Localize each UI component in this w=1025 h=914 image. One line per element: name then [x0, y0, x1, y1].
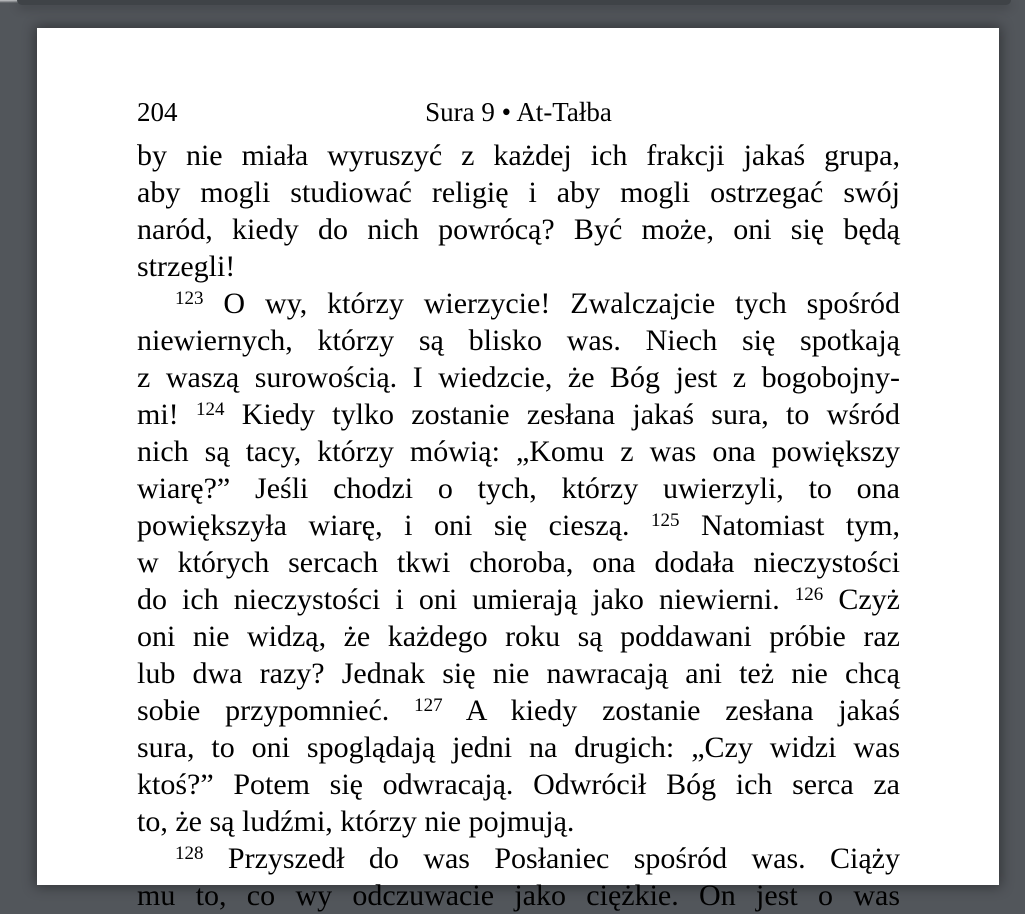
text-line: to, że są ludźmi, którzy nie pojmują.: [137, 805, 575, 838]
window-top-corner-highlight: [0, 0, 18, 3]
text-line: wiarę?” Jeśli chodzi o tych, którzy uwierzyli, to ona: [137, 472, 900, 505]
verse-number: 126: [794, 584, 824, 605]
page-header: [137, 96, 900, 132]
verse-number: 124: [195, 399, 225, 420]
text-line: oni nie widzą, że każdego roku są poddawani próbie raz: [137, 620, 900, 653]
text-line: nich są tacy, którzy mówią: „Komu z was ona powiększy: [137, 435, 900, 468]
text-line: naród, kiedy do nich powrócą? Być może, oni się będą: [137, 213, 900, 246]
running-header-title: Sura 9 • At-Tałba: [425, 97, 612, 127]
toolbar-bottom-edge: [17, 0, 1011, 5]
text-line: z waszą surowością. I wiedzcie, że Bóg jest z bogobojny-: [137, 361, 900, 394]
text-line: ktoś?” Potem się odwracają. Odwrócił Bóg ich serca za: [137, 768, 900, 801]
verse-number: 127: [414, 695, 443, 716]
verse-number: 123: [175, 288, 204, 309]
document-page[interactable]: [37, 28, 999, 912]
text-line: niewiernych, którzy są blisko was. Niech się spotkają: [137, 324, 900, 357]
verse-number: 125: [650, 510, 680, 531]
text-line: sura, to oni spoglądają jedni na drugich: „Czy widzi was: [137, 731, 900, 764]
text-line: strzegli!: [137, 250, 236, 283]
text-line: sobie przypomnieć. $^{127}$ A kiedy zostanie zesłana jakaś: [137, 694, 900, 727]
text-line: $^{128}$ Przyszedł do was Posłaniec spośród was. Ciąży: [175, 842, 900, 875]
text-line: do ich nieczystości i oni umierają jako niewierni. $^{126}$ Czyż: [137, 583, 900, 616]
text-line: powiększyła wiarę, i oni się cieszą. $^{125}$ Natomiast tym,: [137, 509, 901, 542]
text-line: $^{123}$ O wy, którzy wierzycie! Zwalczajcie tych spośród: [175, 287, 900, 320]
page-text: [137, 137, 900, 914]
page-number: 204: [137, 97, 178, 127]
text-line: mi! $^{124}$ Kiedy tylko zostanie zesłana jakaś sura, to wśród: [137, 398, 900, 431]
text-line: by nie miała wyruszyć z każdej ich frakcji jakaś grupa,: [137, 139, 900, 172]
text-line: lub dwa razy? Jednak się nie nawracają ani też nie chcą: [137, 657, 900, 690]
verse-number: 128: [175, 843, 204, 864]
text-line: w których sercach tkwi choroba, ona dodała nieczystości: [137, 546, 900, 579]
text-line: mu to, co wy odczuwacie jako ciężkie. On jest o was: [137, 879, 900, 912]
text-line: aby mogli studiować religię i aby mogli ostrzegać swój: [137, 176, 900, 209]
